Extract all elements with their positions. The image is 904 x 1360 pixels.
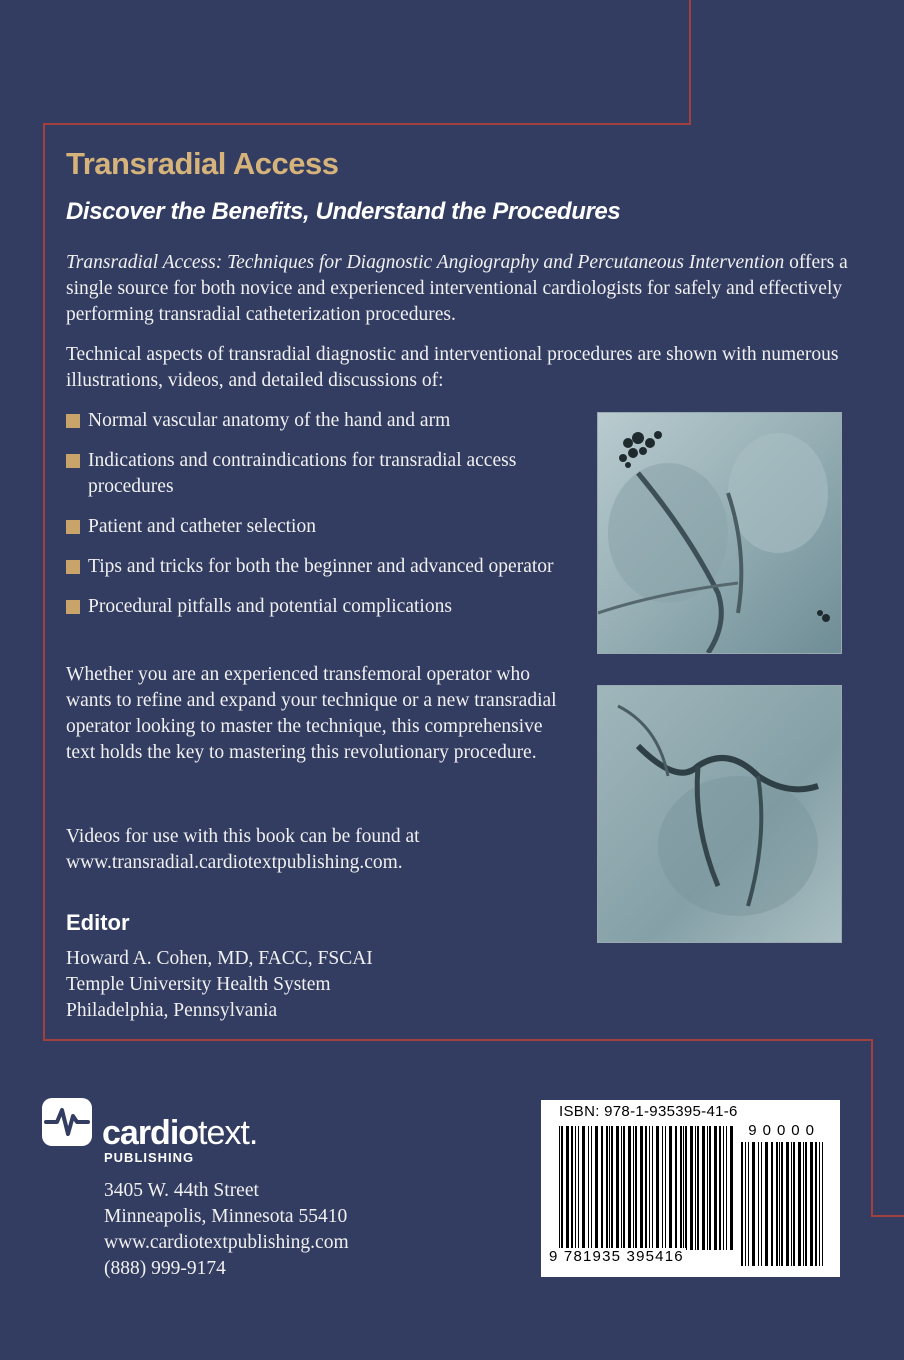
publisher-address <box>104 1178 349 1282</box>
list-item: Tips and tricks for both the beginner and advanced operator <box>66 554 576 580</box>
square-bullet-icon <box>66 454 80 468</box>
editor-info <box>66 946 586 1024</box>
videos-paragraph <box>66 824 586 876</box>
list-item: Normal vascular anatomy of the hand and arm <box>66 408 576 434</box>
videos-line: Videos for use with this book can be found at <box>66 826 420 847</box>
technical-paragraph: Technical aspects of transradial diagnostic and interventional procedures are shown with numerous illustrations, videos, and detailed discussions of: <box>66 344 839 391</box>
angiogram-image-1 <box>597 412 842 654</box>
editor-heading: Editor <box>66 910 130 935</box>
editor-name: Howard A. Cohen, MD, FACC, FSCAI <box>66 948 373 969</box>
editor-city: Philadelphia, Pennsylvania <box>66 1000 278 1021</box>
list-item: Procedural pitfalls and potential complications <box>66 594 576 620</box>
publisher-phone: (888) 999-9174 <box>104 1258 226 1279</box>
logo-wordmark: cardiotext. <box>102 1114 258 1152</box>
isbn-barcode <box>541 1100 840 1277</box>
book-title: Transradial Access <box>66 146 339 181</box>
address-city: Minneapolis, Minnesota 55410 <box>104 1206 348 1227</box>
book-subtitle: Discover the Benefits, Understand the Procedures <box>66 198 621 225</box>
intro-rest: offers a single source for both novice and experienced interventional cardiologists for safely and effectively performing transradial catheterization procedures. <box>66 252 848 325</box>
full-title-italic: Transradial Access: Techniques for Diagnostic Angiography and Percutaneous Intervention <box>66 252 785 273</box>
list-item: Patient and catheter selection <box>66 514 576 540</box>
isbn-label: ISBN: 978-1-935395-41-6 <box>559 1103 738 1120</box>
list-item: Indications and contraindications for transradial access procedures <box>66 448 576 500</box>
square-bullet-icon <box>66 560 80 574</box>
square-bullet-icon <box>66 600 80 614</box>
logo-subtitle: PUBLISHING <box>104 1150 195 1165</box>
isbn-digits: 9 781935 395416 <box>549 1248 684 1265</box>
address-street: 3405 W. 44th Street <box>104 1180 259 1201</box>
videos-url: www.transradial.cardiotextpublishing.com. <box>66 852 403 873</box>
topics-list <box>66 408 576 634</box>
publisher-website: www.cardiotextpublishing.com <box>104 1232 349 1253</box>
square-bullet-icon <box>66 520 80 534</box>
whether-paragraph: Whether you are an experienced transfemoral operator who wants to refine and expand your technique or a new transradial operator looking to master the technique, this comprehensive text holds the key to mastering this revolutionary procedure. <box>66 664 557 763</box>
editor-organization: Temple University Health System <box>66 974 331 995</box>
angiogram-image-2 <box>597 685 842 943</box>
intro-paragraph <box>66 250 856 328</box>
price-code: 90000 <box>748 1122 820 1139</box>
square-bullet-icon <box>66 414 80 428</box>
heartbeat-icon <box>42 1098 92 1146</box>
